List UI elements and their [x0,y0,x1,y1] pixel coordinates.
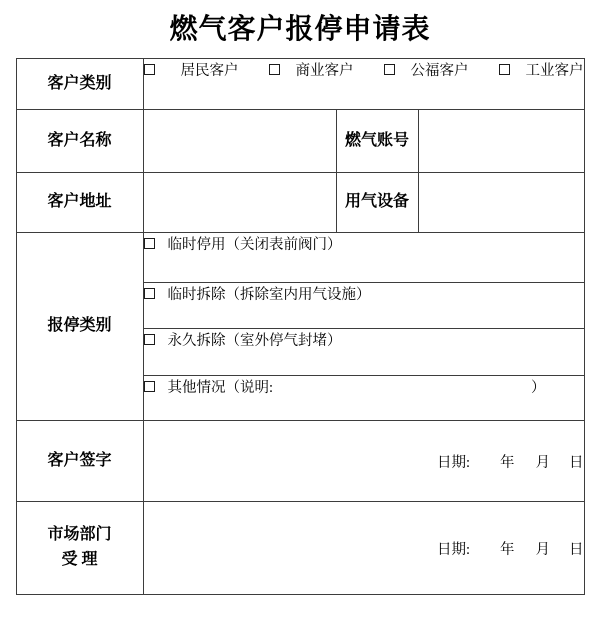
checkbox-icon[interactable] [144,334,155,345]
checkbox-label: 其他情况（说明: [167,380,274,396]
customer-type-row [16,59,584,110]
gas-account-label: 燃气账号 [336,110,418,173]
checkbox-icon[interactable] [144,381,155,392]
gas-account-value-cell [418,110,584,173]
department-acceptance-row [16,502,584,595]
checkbox-icon[interactable] [384,64,395,75]
customer-address-value-cell [143,173,336,233]
date-year-unit: 年 [500,454,515,471]
checkbox-icon[interactable] [499,64,510,75]
suspension-option-permanent-remove [143,329,584,376]
customer-signature-date-cell [143,421,584,502]
customer-type-options-cell [143,59,584,110]
customer-type-label: 客户类别 [16,59,143,110]
option-commercial [269,59,354,80]
suspension-type-label: 报停类别 [16,233,143,421]
customer-signature-row [16,421,584,502]
checkbox-label: 居民客户 [180,63,239,79]
checkbox-icon[interactable] [144,64,155,75]
checkbox-label: 公福客户 [410,63,469,79]
date-prefix: 日期: [436,541,470,558]
customer-type-options [144,59,584,80]
customer-name-row [16,110,584,173]
customer-signature-label: 客户签字 [16,421,143,502]
gas-equipment-label: 用气设备 [336,173,418,233]
date-prefix: 日期: [436,454,470,471]
date-year-unit: 年 [500,541,515,558]
department-acceptance-label [16,502,143,595]
customer-address-label: 客户地址 [16,173,143,233]
suspension-option-row [16,233,584,283]
checkbox-label: 临时拆除（拆除室内用气设施） [167,287,371,303]
gas-equipment-value-cell [418,173,584,233]
customer-name-value-cell [143,110,336,173]
close-paren: ） [531,380,546,396]
checkbox-icon[interactable] [144,238,155,249]
date-day-unit: 日 [569,454,584,471]
department-acceptance-date-cell [143,502,584,595]
option-public-welfare [384,59,469,80]
date-month-unit: 月 [535,541,550,558]
option-industrial [499,59,584,80]
checkbox-label: 商业客户 [295,63,354,79]
checkbox-icon[interactable] [144,288,155,299]
suspension-option-other [143,376,584,421]
checkbox-label: 临时停用（关闭表前阀门） [167,237,342,253]
department-label-line1: 市场部门 [47,526,112,544]
suspension-option-temp-stop [143,233,584,283]
customer-address-row [16,173,584,233]
application-form-table [16,58,585,595]
checkbox-icon[interactable] [269,64,280,75]
customer-name-label: 客户名称 [16,110,143,173]
date-day-unit: 日 [569,541,584,558]
checkbox-label: 永久拆除（室外停气封堵） [167,333,342,349]
checkbox-label: 工业客户 [525,63,584,79]
option-resident [144,59,239,80]
page-title: 燃气客户报停申请表 [169,14,431,45]
date-month-unit: 月 [535,454,550,471]
department-label-line2: 受 理 [61,551,98,568]
suspension-option-temp-remove [143,283,584,329]
